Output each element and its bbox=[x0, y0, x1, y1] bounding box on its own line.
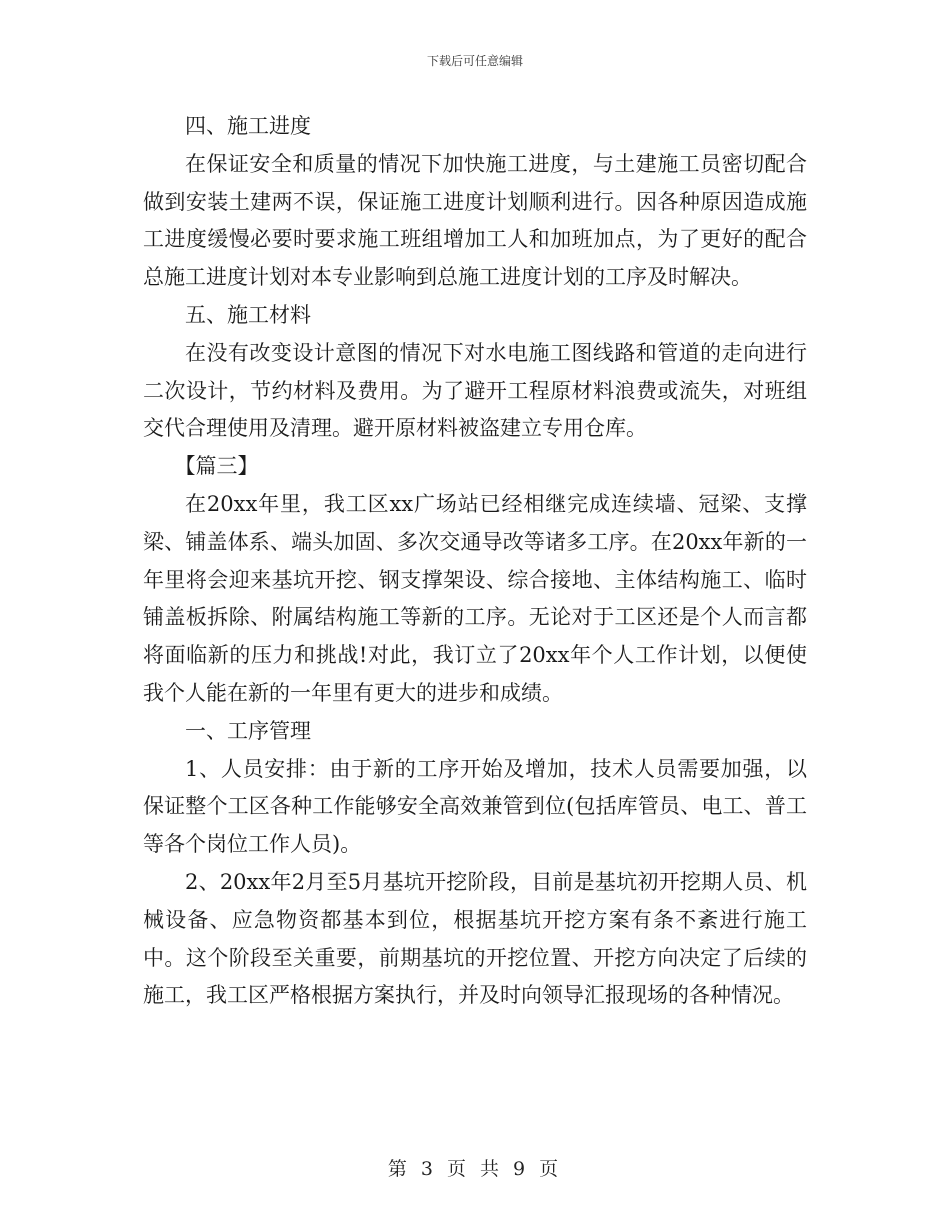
paragraph-intro: 在20xx年里，我工区xx广场站已经相继完成连续墙、冠梁、支撑梁、铺盖体系、端头加固、多次交通导改等诸多工序。在20xx年新的一年里将会迎来基坑开挖、钢支撑架设、综合接地、主体结构施工、临时铺盖板拆除、附属结构施工等新的工序。无论对于工区还是个人而言都将面临新的压力和挑战!对此，我订立了20xx年个人工作计划，以便使我个人能在新的一年里有更大的进步和成绩。 bbox=[143, 491, 807, 705]
heading-construction-progress: 四、施工进度 bbox=[185, 114, 311, 138]
heading-process-management: 一、工序管理 bbox=[185, 718, 311, 743]
page-number-footer: 第 3 页 共 9 页 bbox=[387, 1158, 563, 1180]
paragraph-excavation-phase: 2、20xx年2月至5月基坑开挖阶段，目前是基坑初开挖期人员、机械设备、应急物资都基本到位，根据基坑开挖方案有条不紊进行施工中。这个阶段至关重要，前期基坑的开挖位置、开挖方向决定了后续的施工，我工区严格根据方案执行，并及时向领导汇报现场的各种情况。 bbox=[143, 869, 807, 1008]
heading-section-three: 【篇三】 bbox=[174, 454, 259, 479]
paragraph-staffing: 1、人员安排：由于新的工序开始及增加，技术人员需要加强，以保证整个工区各种工作能够安全高效兼管到位(包括库管员、电工、普工等各个岗位工作人员)。 bbox=[143, 756, 807, 857]
page-header-note: 下载后可任意编辑 bbox=[426, 54, 523, 68]
document-body bbox=[143, 108, 807, 1015]
paragraph-construction-progress: 在保证安全和质量的情况下加快施工进度，与土建施工员密切配合做到安装土建两不误，保证施工进度计划顺利进行。因各种原因造成施工进度缓慢必要时要求施工班组增加工人和加班加点，为了更好的配合总施工进度计划对本专业影响到总施工进度计划的工序及时解决。 bbox=[143, 151, 807, 290]
heading-construction-materials: 五、施工材料 bbox=[185, 302, 311, 327]
paragraph-construction-materials: 在没有改变设计意图的情况下对水电施工图线路和管道的走向进行二次设计，节约材料及费用。为了避开工程原材料浪费或流失，对班组交代合理使用及清理。避开原材料被盗建立专用仓库。 bbox=[143, 340, 807, 441]
